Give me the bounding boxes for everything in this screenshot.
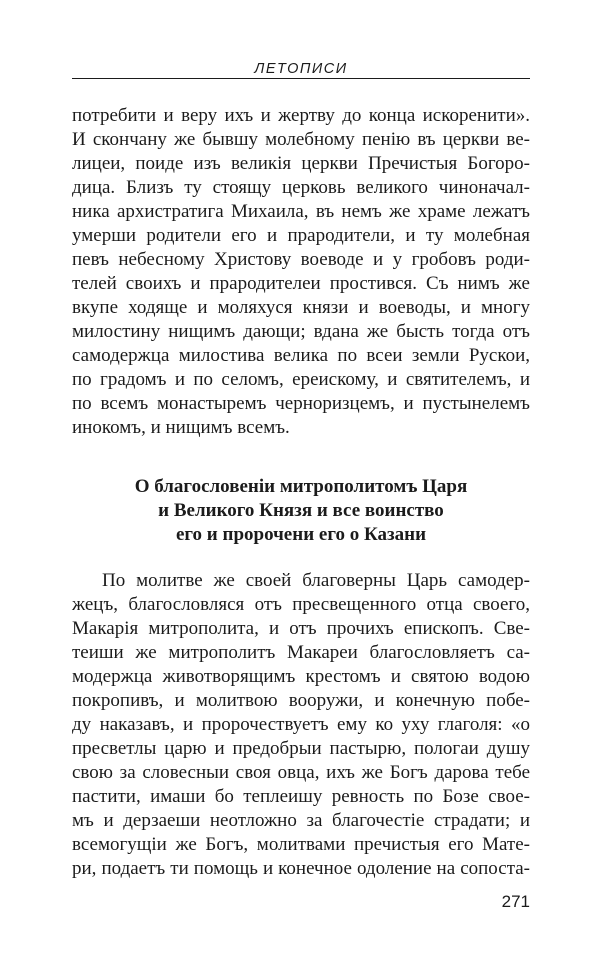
text-line: вкупе ходяще и моляхуся князи и воеводы, и многу (72, 297, 530, 318)
heading-line: и Великого Князя и все воинство (158, 500, 444, 521)
text-line: пастити, имаши бо теплеишу ревность по Бозе свое- (72, 786, 530, 807)
text-line: пресветлы царю и предобрыи пастырю, пологаи душу (72, 738, 530, 759)
header-rule (72, 78, 530, 79)
text-line: по градомъ и по селомъ, ереискому, и святителемъ, и (72, 369, 530, 390)
text-line: самодержца милостива велика по всеи земли Рускои, (72, 345, 530, 366)
text-line: мъ и дерзаеши неотложно за благочестіе страдати; и (72, 810, 530, 831)
text-line: потребити и веру ихъ и жертву до конца искоренити». (72, 105, 530, 126)
text-line: ри, подаетъ ти помощь и конечное одоление на сопоста- (72, 858, 530, 879)
text-line: По молитве же своей благоверны Царь самодер- (102, 570, 530, 591)
text-line: милостину нищимъ дающи; вдана же бысть тогда отъ (72, 321, 530, 342)
heading-line: О благословеніи митрополитомъ Царя (134, 476, 468, 497)
text-line: певъ небесному Христову воеводе и у гробовъ роди- (72, 249, 530, 270)
page-number: 271 (501, 892, 530, 911)
text-line: жецъ, благословляся отъ пресвещенного отца своего, (72, 594, 530, 615)
text-line: И скончану же бывшу молебному пенію въ церкви ве- (72, 129, 530, 150)
text-line: модержца животворящимъ крестомъ и святою водою (72, 666, 530, 687)
text-line: ника архистратига Михаила, въ немъ же храме лежатъ (72, 201, 530, 222)
text-line: всемогущіи же Богъ, молитвами пречистыя его Мате- (72, 834, 530, 855)
text-line: покропивъ, и молитвою вооружи, и конечную побе- (72, 690, 530, 711)
text-line: ду наказавъ, и пророчествуетъ ему ко уху глаголя: «о (72, 714, 530, 735)
text-line: теиши же митрополитъ Макареи благословляетъ са- (72, 642, 530, 663)
text-line: умерши родители его и прародители, и ту молебная (72, 225, 530, 246)
text-line: инокомъ, и нищимъ всемъ. (72, 417, 290, 438)
text-line: дица. Близъ ту стоящу церковь великого чиноначал- (72, 177, 530, 198)
text-line: свою за словесныи своя овца, ихъ же Богъ дарова тебе (72, 762, 530, 783)
running-header: ЛЕТОПИСИ (254, 61, 348, 77)
heading-line: его и пророчени его о Казани (175, 524, 427, 545)
text-line: лицеи, поиде изъ великія церкви Пречистыя Богоро- (72, 153, 530, 174)
text-line: телей своихъ и прародителеи простився. Съ нимъ же (72, 273, 530, 294)
text-line: по всемъ монастыремъ черноризцемъ, и пустынелемъ (72, 393, 530, 414)
text-line: Макарія митрополита, и отъ прочихъ епископъ. Све- (72, 618, 530, 639)
